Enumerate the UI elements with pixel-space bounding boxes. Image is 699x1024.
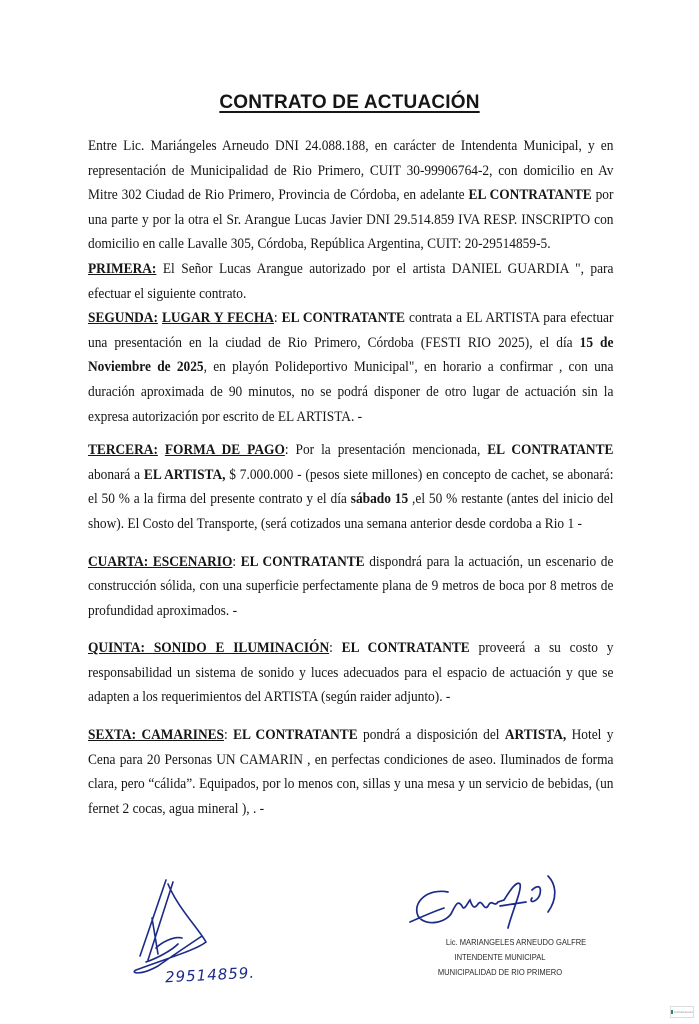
artista-label: ARTISTA,: [504, 727, 567, 744]
colon: :: [232, 553, 241, 570]
contratante-label: EL CONTRATANTE: [487, 442, 614, 459]
intro-text-2: por una parte y por la otra el Sr. Arangue Lucas Javier DNI 29.514.859 IVA RESP. INSCRIPTO con domicilio en calle Lavalle 305, Córdoba, República Argentina, CUIT: 20-29514859-5.: [88, 187, 614, 253]
clause-quinta: [88, 636, 613, 710]
signature-dni-number: 29514859.: [164, 963, 256, 987]
clause-heading: TERCERA:: [88, 442, 158, 459]
intro-text: Entre Lic. Mariángeles Arneudo DNI 24.088.188, en carácter de Intendenta Municipal, y en representación de Municipalidad de Rio Primero, CUIT 30-99906764-2, con domicilio en Av Mitre 302 Ciudad de Rio Primero, Provincia de Córdoba, en adelante: [88, 138, 614, 204]
clause-heading: SEGUNDA:: [88, 310, 158, 327]
clause-cuarta: [88, 550, 613, 624]
clause-tercera: [88, 438, 613, 536]
clause-text: El Señor Lucas Arangue autorizado por el artista DANIEL GUARDIA ", para efectuar el siguiente contrato.: [88, 260, 614, 302]
stamp-institution: MUNICIPALIDAD DE RIO PRIMERO: [437, 967, 563, 977]
payment-date: sábado 15: [350, 491, 409, 508]
stamp-name: Lic. MARIANGELES ARNEUDO GALFRE: [445, 937, 587, 947]
clause-subheading: LUGAR Y FECHA: [161, 310, 274, 327]
clause-text-2: abonará a: [88, 466, 144, 483]
document-title: CONTRATO DE ACTUACIÓN: [219, 92, 480, 113]
clause-heading: CUARTA: ESCENARIO: [88, 553, 233, 570]
spacer: [88, 429, 613, 438]
spacer: [88, 537, 613, 550]
clause-text: pondrá a disposición del: [357, 727, 505, 744]
intendenta-signature-icon: [408, 872, 588, 932]
clause-text: proveerá a su costo y responsabilidad un sistema de sonido y luces adecuados para el espacio de actuación y que se adapten a los requerimientos del ARTISTA (según raider adjunto). -: [88, 640, 614, 706]
clause-heading: PRIMERA:: [88, 260, 157, 277]
scanner-watermark: [670, 1006, 694, 1018]
intro-paragraph: [88, 134, 613, 257]
clause-sexta: [88, 723, 613, 821]
contratante-label: EL CONTRATANTE: [281, 310, 405, 327]
clause-primera: [88, 257, 613, 306]
clause-text: dispondrá para la actuación, un escenario de construcción sólida, con una superficie perfectamente plana de 9 metros de boca por 8 metros de profundidad aproximados. -: [88, 553, 614, 619]
scanner-label: CamScanner: [673, 1010, 693, 1014]
contratante-label: EL CONTRATANTE: [233, 727, 358, 744]
clause-heading: SEXTA: CAMARINES: [88, 727, 224, 744]
clause-text: Por la presentación mencionada,: [295, 442, 488, 459]
clause-text: contrata a EL ARTISTA para efectuar una presentación en la ciudad de Rio Primero, Córdoba (FESTI RIO 2025), el día: [88, 310, 614, 351]
spacer: [88, 623, 613, 636]
clause-subheading: FORMA DE PAGO: [164, 442, 285, 459]
colon: :: [273, 310, 282, 327]
artista-label: EL ARTISTA,: [143, 466, 226, 483]
contratante-label: EL CONTRATANTE: [240, 553, 365, 570]
scanner-logo-icon: [671, 1010, 673, 1014]
stamp-role: INTENDENTE MUNICIPAL: [454, 952, 546, 962]
clause-text-2: , en playón Polideportivo Municipal", en horario a confirmar , con una duración aproximada de 90 minutos, no se podrá disponer de otro lugar de actuación sin la expresa autorización por escrito de EL ARTISTA. -: [88, 359, 614, 425]
event-date: 15 de Noviembre de 2025: [88, 334, 614, 376]
colon: :: [284, 442, 296, 459]
authority-stamp: [412, 935, 588, 980]
contratante-label: EL CONTRATANTE: [341, 640, 470, 657]
clause-segunda: [88, 306, 613, 429]
colon: :: [329, 640, 342, 657]
payment-text: $ 7.000.000 - (pesos siete millones) en concepto de cachet, se abonará: el 50 % a la firma del presente contrato y el día: [88, 466, 614, 508]
spacer: [88, 710, 613, 723]
document-body: [88, 134, 613, 821]
contratante-label: EL CONTRATANTE: [468, 187, 592, 204]
clause-heading: QUINTA: SONIDO E ILUMINACIÓN: [88, 640, 330, 657]
clause-text-2: Hotel y Cena para 20 Personas UN CAMARIN , en perfectas condiciones de aseo. Iluminados de forma clara, pero “cálida”. Equipados, por lo menos con, sillas y una mesa y un servicio de bebidas, (un fernet 2 cocas, agua mineral ), . -: [88, 727, 614, 817]
colon: :: [223, 727, 234, 744]
clause-text-3: ,el 50 % restante (antes del inicio del show). El Costo del Transporte, (será cotizados una semana anterior desde cordoba a Rio 1 -: [88, 491, 614, 532]
